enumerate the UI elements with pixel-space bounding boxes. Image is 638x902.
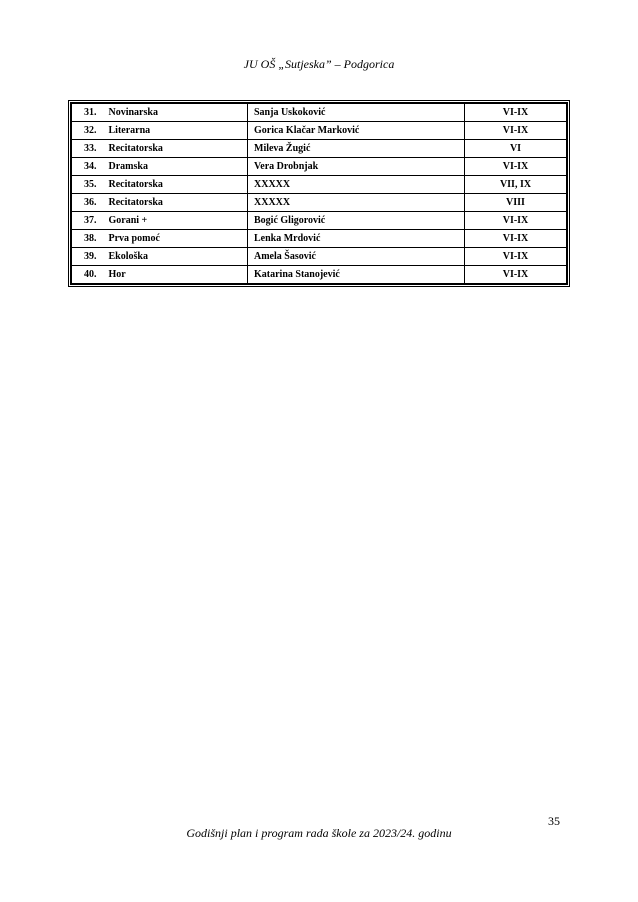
row-number: 40. bbox=[84, 269, 97, 280]
teacher-cell: Katarina Stanojević bbox=[248, 266, 465, 284]
row-number: 34. bbox=[84, 161, 97, 172]
page-number: 35 bbox=[548, 814, 560, 828]
table-row bbox=[72, 230, 567, 248]
table-row bbox=[72, 248, 567, 266]
section-cell bbox=[72, 104, 248, 122]
grades-cell: VII, IX bbox=[465, 176, 567, 194]
grades-cell: VI-IX bbox=[465, 122, 567, 140]
section-name: Literarna bbox=[108, 125, 151, 136]
section-cell bbox=[72, 230, 248, 248]
row-number: 32. bbox=[84, 125, 97, 136]
grades-cell: VI-IX bbox=[465, 248, 567, 266]
grades-cell: VIII bbox=[465, 194, 567, 212]
section-cell bbox=[72, 212, 248, 230]
section-name: Recitatorska bbox=[108, 143, 163, 154]
section-name: Prva pomoć bbox=[108, 233, 160, 244]
teacher-cell: XXXXX bbox=[248, 194, 465, 212]
row-number: 39. bbox=[84, 251, 97, 262]
table-row bbox=[72, 266, 567, 284]
row-number: 37. bbox=[84, 215, 97, 226]
table-row bbox=[72, 194, 567, 212]
grades-cell: VI-IX bbox=[465, 230, 567, 248]
sections-table-container bbox=[68, 100, 570, 287]
grades-cell: VI-IX bbox=[465, 158, 567, 176]
grades-cell: VI bbox=[465, 140, 567, 158]
table-row bbox=[72, 104, 567, 122]
section-cell bbox=[72, 248, 248, 266]
table-row bbox=[72, 158, 567, 176]
grades-cell: VI-IX bbox=[465, 266, 567, 284]
sections-table bbox=[71, 103, 567, 284]
section-name: Hor bbox=[108, 269, 126, 280]
grades-cell: VI-IX bbox=[465, 212, 567, 230]
section-cell bbox=[72, 140, 248, 158]
section-cell bbox=[72, 266, 248, 284]
section-name: Recitatorska bbox=[108, 197, 163, 208]
teacher-cell: Lenka Mrdović bbox=[248, 230, 465, 248]
row-number: 38. bbox=[84, 233, 97, 244]
row-number: 36. bbox=[84, 197, 97, 208]
section-name: Recitatorska bbox=[108, 179, 163, 190]
row-number: 31. bbox=[84, 107, 97, 118]
teacher-cell: Amela Šasović bbox=[248, 248, 465, 266]
teacher-cell: Mileva Žugić bbox=[248, 140, 465, 158]
section-cell bbox=[72, 176, 248, 194]
page-footer: Godišnji plan i program rada škole za 2023/24. godinu bbox=[186, 826, 452, 840]
grades-cell: VI-IX bbox=[465, 104, 567, 122]
table-row bbox=[72, 140, 567, 158]
table-row bbox=[72, 122, 567, 140]
section-cell bbox=[72, 194, 248, 212]
teacher-cell: XXXXX bbox=[248, 176, 465, 194]
table-row bbox=[72, 212, 567, 230]
teacher-cell: Gorica Klačar Marković bbox=[248, 122, 465, 140]
teacher-cell: Vera Drobnjak bbox=[248, 158, 465, 176]
section-name: Dramska bbox=[108, 161, 148, 172]
teacher-cell: Bogić Gligorović bbox=[248, 212, 465, 230]
table-row bbox=[72, 176, 567, 194]
section-cell bbox=[72, 122, 248, 140]
row-number: 33. bbox=[84, 143, 97, 154]
page-header: JU OŠ „Sutjeska” – Podgorica bbox=[243, 57, 395, 71]
section-cell bbox=[72, 158, 248, 176]
teacher-cell: Sanja Uskoković bbox=[248, 104, 465, 122]
section-name: Gorani + bbox=[108, 215, 148, 226]
section-name: Novinarska bbox=[108, 107, 158, 118]
section-name: Ekološka bbox=[108, 251, 148, 262]
row-number: 35. bbox=[84, 179, 97, 190]
